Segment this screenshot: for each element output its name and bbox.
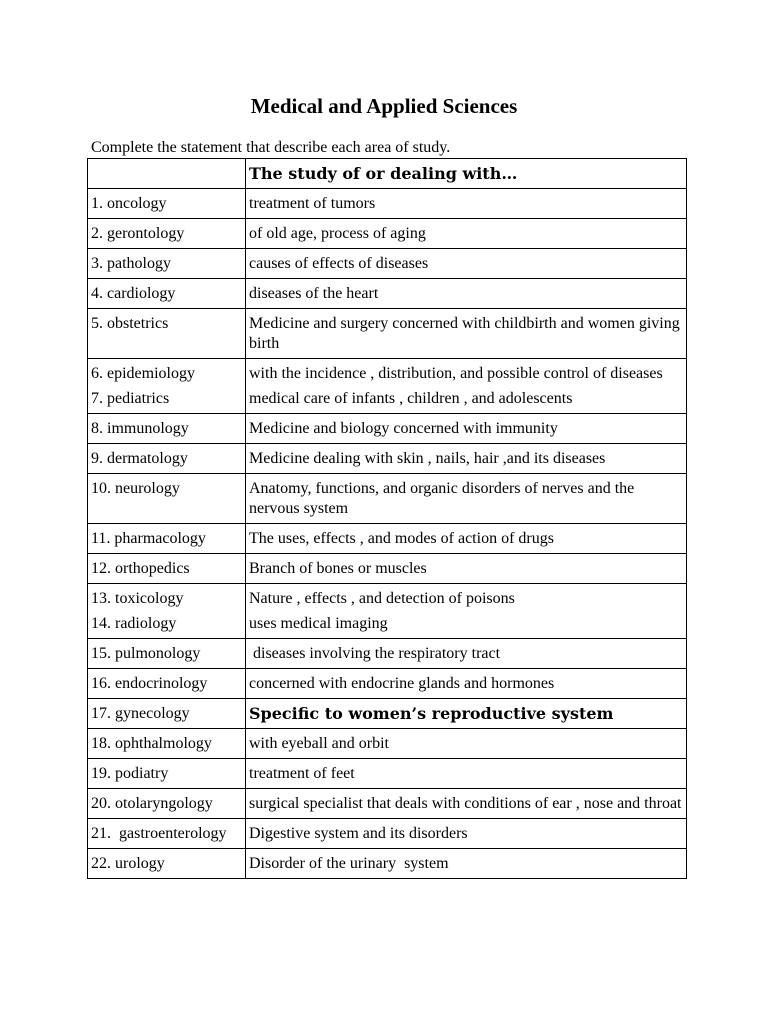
table-row (88, 669, 687, 699)
row-term: 6. epidemiology (88, 359, 246, 385)
row-definition: Nature , effects , and detection of poisons (246, 584, 687, 610)
row-term: 2. gerontology (88, 219, 246, 249)
row-definition: diseases of the heart (246, 279, 687, 309)
table-row (88, 699, 687, 729)
row-term: 17. gynecology (88, 699, 246, 729)
table-row (88, 759, 687, 789)
row-term: 15. pulmonology (88, 639, 246, 669)
table-row (88, 819, 687, 849)
row-term: 21. gastroenterology (88, 819, 246, 849)
table-row (88, 554, 687, 584)
table-row (88, 249, 687, 279)
row-term: 14. radiology (88, 609, 246, 639)
row-definition: Medicine and biology concerned with immunity (246, 414, 687, 444)
table-row (88, 849, 687, 879)
instructions: Complete the statement that describe each area of study. (91, 139, 451, 156)
header-cell-definition: The study of or dealing with… (246, 159, 687, 189)
row-term: 22. urology (88, 849, 246, 879)
table-row (88, 189, 687, 219)
table-row (88, 584, 687, 610)
row-term: 19. podiatry (88, 759, 246, 789)
row-term: 5. obstetrics (88, 309, 246, 359)
row-term: 20. otolaryngology (88, 789, 246, 819)
table-row (88, 359, 687, 385)
row-term: 10. neurology (88, 474, 246, 524)
row-term: 9. dermatology (88, 444, 246, 474)
table-header-row (88, 159, 687, 189)
row-term: 18. ophthalmology (88, 729, 246, 759)
row-definition: with the incidence , distribution, and possible control of diseases (246, 359, 687, 385)
row-term: 13. toxicology (88, 584, 246, 610)
table-row (88, 219, 687, 249)
row-definition: Digestive system and its disorders (246, 819, 687, 849)
table-row (88, 609, 687, 639)
row-definition: Branch of bones or muscles (246, 554, 687, 584)
row-definition: Anatomy, functions, and organic disorders of nerves and the nervous system (246, 474, 687, 524)
table-row (88, 384, 687, 414)
table-row (88, 789, 687, 819)
row-definition: with eyeball and orbit (246, 729, 687, 759)
row-definition: medical care of infants , children , and adolescents (246, 384, 687, 414)
row-definition: causes of effects of diseases (246, 249, 687, 279)
row-definition: treatment of feet (246, 759, 687, 789)
row-term: 3. pathology (88, 249, 246, 279)
row-term: 12. orthopedics (88, 554, 246, 584)
row-term: 7. pediatrics (88, 384, 246, 414)
row-definition: uses medical imaging (246, 609, 687, 639)
table-row (88, 524, 687, 554)
row-definition: Disorder of the urinary system (246, 849, 687, 879)
row-definition: Medicine dealing with skin , nails, hair ,and its diseases (246, 444, 687, 474)
row-term: 11. pharmacology (88, 524, 246, 554)
row-definition: of old age, process of aging (246, 219, 687, 249)
row-definition: diseases involving the respiratory tract (246, 639, 687, 669)
row-term: 4. cardiology (88, 279, 246, 309)
row-definition: The uses, effects , and modes of action of drugs (246, 524, 687, 554)
row-definition: treatment of tumors (246, 189, 687, 219)
header-cell-term (88, 159, 246, 189)
row-term: 8. immunology (88, 414, 246, 444)
table-row (88, 474, 687, 524)
table-row (88, 279, 687, 309)
table-row (88, 309, 687, 359)
table-row (88, 414, 687, 444)
study-table (87, 158, 687, 879)
table-row (88, 729, 687, 759)
row-definition: Specific to women’s reproductive system (246, 699, 687, 729)
table-row (88, 444, 687, 474)
row-definition: Medicine and surgery concerned with childbirth and women giving birth (246, 309, 687, 359)
page-title: Medical and Applied Sciences (250, 94, 518, 118)
row-definition: concerned with endocrine glands and hormones (246, 669, 687, 699)
table-row (88, 639, 687, 669)
row-term: 16. endocrinology (88, 669, 246, 699)
row-definition: surgical specialist that deals with conditions of ear , nose and throat (246, 789, 687, 819)
row-term: 1. oncology (88, 189, 246, 219)
